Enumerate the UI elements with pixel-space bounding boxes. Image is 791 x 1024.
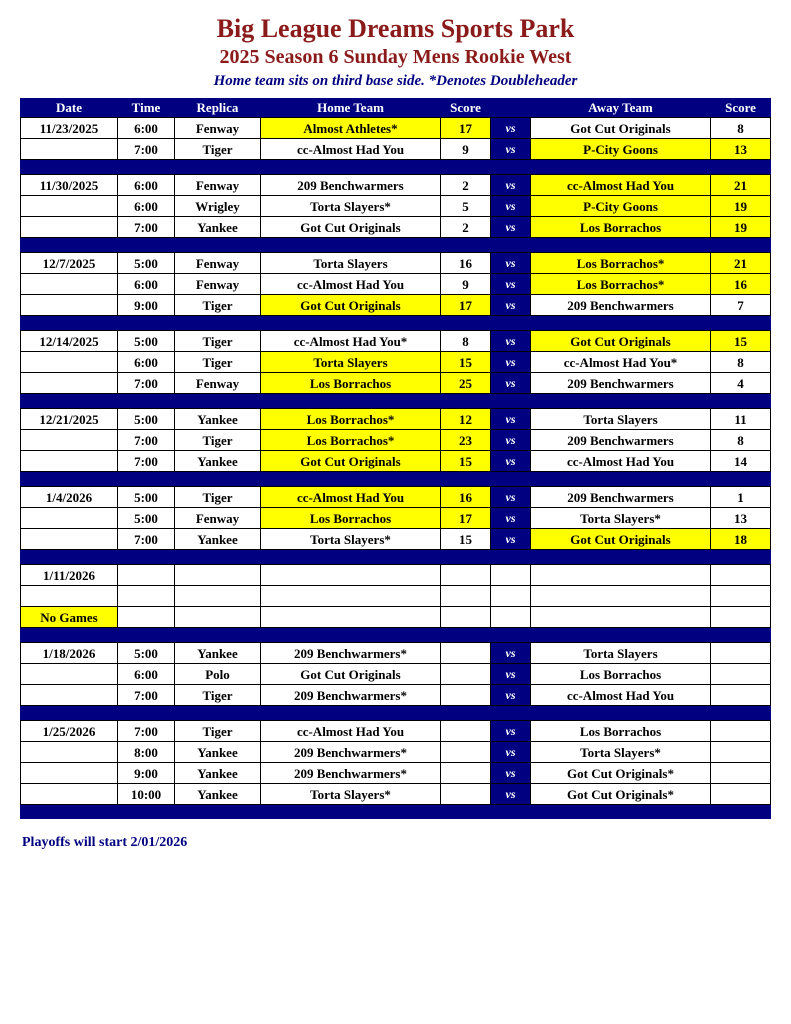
column-header: Score bbox=[711, 98, 771, 118]
time-cell: 6:00 bbox=[118, 664, 175, 685]
page-subtitle: 2025 Season 6 Sunday Mens Rookie West bbox=[219, 45, 572, 68]
date-cell bbox=[21, 430, 118, 451]
away-score-cell: 16 bbox=[711, 274, 771, 295]
home-team-cell: Got Cut Originals bbox=[261, 451, 441, 472]
home-team-cell: Los Borrachos bbox=[261, 373, 441, 394]
time-cell: 7:00 bbox=[118, 451, 175, 472]
spacer-row bbox=[21, 394, 771, 409]
vs-cell: vs bbox=[491, 784, 531, 805]
date-cell bbox=[21, 295, 118, 316]
schedule-row bbox=[21, 331, 771, 352]
home-score-cell bbox=[441, 784, 491, 805]
away-score-cell: 8 bbox=[711, 430, 771, 451]
date-cell: 11/23/2025 bbox=[21, 118, 118, 139]
home-score-cell bbox=[441, 685, 491, 706]
away-team-cell: Los Borrachos* bbox=[531, 253, 711, 274]
home-score-cell: 23 bbox=[441, 430, 491, 451]
home-score-cell: 2 bbox=[441, 217, 491, 238]
replica-cell: Yankee bbox=[175, 451, 261, 472]
spacer-cell bbox=[21, 238, 771, 253]
home-team-cell: 209 Benchwarmers* bbox=[261, 763, 441, 784]
date-cell: 1/4/2026 bbox=[21, 487, 118, 508]
home-team-cell: Got Cut Originals bbox=[261, 295, 441, 316]
time-cell: 7:00 bbox=[118, 430, 175, 451]
schedule-row bbox=[21, 508, 771, 529]
vs-cell: vs bbox=[491, 196, 531, 217]
away-score-cell bbox=[711, 586, 771, 607]
home-score-cell bbox=[441, 586, 491, 607]
away-team-cell: P-City Goons bbox=[531, 139, 711, 160]
date-cell bbox=[21, 139, 118, 160]
time-cell: 5:00 bbox=[118, 253, 175, 274]
away-team-cell: Los Borrachos bbox=[531, 664, 711, 685]
home-team-cell: Got Cut Originals bbox=[261, 217, 441, 238]
replica-cell: Tiger bbox=[175, 331, 261, 352]
home-team-cell: Torta Slayers bbox=[261, 352, 441, 373]
away-score-cell bbox=[711, 721, 771, 742]
date-cell: 1/25/2026 bbox=[21, 721, 118, 742]
spacer-row bbox=[21, 160, 771, 175]
away-score-cell: 19 bbox=[711, 217, 771, 238]
replica-cell: Yankee bbox=[175, 763, 261, 784]
away-team-cell: P-City Goons bbox=[531, 196, 711, 217]
schedule-row bbox=[21, 373, 771, 394]
away-team-cell: Got Cut Originals* bbox=[531, 763, 711, 784]
time-cell bbox=[118, 565, 175, 586]
date-cell bbox=[21, 784, 118, 805]
away-team-cell: 209 Benchwarmers bbox=[531, 373, 711, 394]
schedule-row bbox=[21, 409, 771, 430]
time-cell: 6:00 bbox=[118, 118, 175, 139]
time-cell: 5:00 bbox=[118, 508, 175, 529]
away-score-cell: 11 bbox=[711, 409, 771, 430]
time-cell: 5:00 bbox=[118, 331, 175, 352]
time-cell: 8:00 bbox=[118, 742, 175, 763]
time-cell: 7:00 bbox=[118, 721, 175, 742]
away-team-cell: Torta Slayers bbox=[531, 409, 711, 430]
spacer-cell bbox=[21, 805, 771, 820]
replica-cell: Yankee bbox=[175, 643, 261, 664]
away-team-cell bbox=[531, 586, 711, 607]
home-team-cell: cc-Almost Had You bbox=[261, 274, 441, 295]
away-score-cell: 15 bbox=[711, 331, 771, 352]
time-cell: 7:00 bbox=[118, 373, 175, 394]
replica-cell: Fenway bbox=[175, 175, 261, 196]
vs-cell: vs bbox=[491, 253, 531, 274]
replica-cell: Wrigley bbox=[175, 196, 261, 217]
away-score-cell bbox=[711, 664, 771, 685]
home-team-cell: Torta Slayers* bbox=[261, 529, 441, 550]
replica-cell: Fenway bbox=[175, 508, 261, 529]
schedule-row bbox=[21, 430, 771, 451]
spacer-cell bbox=[21, 316, 771, 331]
away-score-cell bbox=[711, 763, 771, 784]
time-cell: 6:00 bbox=[118, 196, 175, 217]
vs-cell: vs bbox=[491, 508, 531, 529]
home-score-cell bbox=[441, 742, 491, 763]
column-header: Date bbox=[21, 98, 118, 118]
schedule-row bbox=[21, 175, 771, 196]
header-row bbox=[21, 98, 771, 118]
vs-cell: vs bbox=[491, 331, 531, 352]
schedule-row bbox=[21, 118, 771, 139]
home-score-cell: 5 bbox=[441, 196, 491, 217]
home-team-cell: Torta Slayers* bbox=[261, 196, 441, 217]
time-cell: 9:00 bbox=[118, 763, 175, 784]
spacer-cell bbox=[21, 706, 771, 721]
schedule-row bbox=[21, 196, 771, 217]
date-cell bbox=[21, 274, 118, 295]
home-score-cell: 17 bbox=[441, 118, 491, 139]
page-title: Big League Dreams Sports Park bbox=[216, 14, 575, 43]
away-team-cell: 209 Benchwarmers bbox=[531, 295, 711, 316]
away-score-cell: 8 bbox=[711, 352, 771, 373]
time-cell: 7:00 bbox=[118, 217, 175, 238]
away-team-cell: Got Cut Originals bbox=[531, 529, 711, 550]
away-score-cell bbox=[711, 565, 771, 586]
date-cell bbox=[21, 529, 118, 550]
replica-cell: Tiger bbox=[175, 295, 261, 316]
away-team-cell: 209 Benchwarmers bbox=[531, 430, 711, 451]
date-cell bbox=[21, 352, 118, 373]
schedule-row bbox=[21, 217, 771, 238]
away-score-cell: 13 bbox=[711, 508, 771, 529]
time-cell bbox=[118, 586, 175, 607]
home-team-cell: Torta Slayers bbox=[261, 253, 441, 274]
schedule-row bbox=[21, 253, 771, 274]
vs-cell bbox=[491, 565, 531, 586]
home-team-cell: cc-Almost Had You bbox=[261, 721, 441, 742]
home-score-cell bbox=[441, 721, 491, 742]
home-team-cell: Got Cut Originals bbox=[261, 664, 441, 685]
home-score-cell bbox=[441, 565, 491, 586]
schedule-row bbox=[21, 664, 771, 685]
home-team-cell: cc-Almost Had You* bbox=[261, 331, 441, 352]
vs-cell: vs bbox=[491, 373, 531, 394]
replica-cell: Fenway bbox=[175, 253, 261, 274]
schedule-row bbox=[21, 763, 771, 784]
replica-cell: Polo bbox=[175, 664, 261, 685]
spacer-row bbox=[21, 628, 771, 643]
date-cell bbox=[21, 742, 118, 763]
vs-cell: vs bbox=[491, 664, 531, 685]
time-cell: 6:00 bbox=[118, 352, 175, 373]
away-team-cell: Torta Slayers* bbox=[531, 508, 711, 529]
schedule-row bbox=[21, 529, 771, 550]
vs-cell: vs bbox=[491, 352, 531, 373]
vs-cell: vs bbox=[491, 529, 531, 550]
time-cell: 5:00 bbox=[118, 643, 175, 664]
schedule-row bbox=[21, 451, 771, 472]
page-note: Home team sits on third base side. *Denotes Doubleheader bbox=[213, 72, 578, 89]
home-score-cell: 17 bbox=[441, 295, 491, 316]
time-cell: 7:00 bbox=[118, 685, 175, 706]
column-header: Score bbox=[441, 98, 491, 118]
away-team-cell: Los Borrachos bbox=[531, 721, 711, 742]
replica-cell: Tiger bbox=[175, 139, 261, 160]
column-header: Time bbox=[118, 98, 175, 118]
date-cell: 1/11/2026 bbox=[21, 565, 118, 586]
away-score-cell: 19 bbox=[711, 196, 771, 217]
replica-cell: Tiger bbox=[175, 352, 261, 373]
vs-cell: vs bbox=[491, 742, 531, 763]
away-team-cell: Torta Slayers bbox=[531, 643, 711, 664]
date-cell: 1/18/2026 bbox=[21, 643, 118, 664]
date-cell: 12/7/2025 bbox=[21, 253, 118, 274]
date-cell bbox=[21, 664, 118, 685]
vs-cell: vs bbox=[491, 295, 531, 316]
schedule-row bbox=[21, 643, 771, 664]
home-score-cell bbox=[441, 664, 491, 685]
away-team-cell: cc-Almost Had You bbox=[531, 685, 711, 706]
time-cell: 7:00 bbox=[118, 529, 175, 550]
time-cell: 7:00 bbox=[118, 139, 175, 160]
away-score-cell: 1 bbox=[711, 487, 771, 508]
away-team-cell: cc-Almost Had You* bbox=[531, 352, 711, 373]
replica-cell: Yankee bbox=[175, 217, 261, 238]
date-cell: 12/21/2025 bbox=[21, 409, 118, 430]
home-score-cell: 15 bbox=[441, 529, 491, 550]
date-cell bbox=[21, 685, 118, 706]
spacer-cell bbox=[21, 394, 771, 409]
away-team-cell: Got Cut Originals bbox=[531, 331, 711, 352]
away-team-cell: 209 Benchwarmers bbox=[531, 487, 711, 508]
home-team-cell: cc-Almost Had You bbox=[261, 487, 441, 508]
schedule-row bbox=[21, 352, 771, 373]
vs-cell: vs bbox=[491, 274, 531, 295]
away-score-cell: 14 bbox=[711, 451, 771, 472]
time-cell: 10:00 bbox=[118, 784, 175, 805]
home-team-cell: 209 Benchwarmers* bbox=[261, 643, 441, 664]
replica-cell: Fenway bbox=[175, 118, 261, 139]
spacer-row bbox=[21, 805, 771, 820]
home-score-cell: 15 bbox=[441, 451, 491, 472]
schedule-row bbox=[21, 586, 771, 607]
home-team-cell: 209 Benchwarmers* bbox=[261, 742, 441, 763]
home-score-cell: 17 bbox=[441, 508, 491, 529]
away-score-cell bbox=[711, 784, 771, 805]
date-cell bbox=[21, 763, 118, 784]
spacer-cell bbox=[21, 628, 771, 643]
vs-cell: vs bbox=[491, 487, 531, 508]
schedule-row bbox=[21, 784, 771, 805]
away-score-cell: 8 bbox=[711, 118, 771, 139]
time-cell: 9:00 bbox=[118, 295, 175, 316]
away-score-cell bbox=[711, 643, 771, 664]
spacer-row bbox=[21, 472, 771, 487]
away-score-cell: 21 bbox=[711, 175, 771, 196]
vs-cell: vs bbox=[491, 409, 531, 430]
spacer-cell bbox=[21, 550, 771, 565]
home-team-cell: Los Borrachos* bbox=[261, 430, 441, 451]
replica-cell: Tiger bbox=[175, 685, 261, 706]
replica-cell: Tiger bbox=[175, 430, 261, 451]
time-cell: 6:00 bbox=[118, 274, 175, 295]
date-cell bbox=[21, 586, 118, 607]
home-team-cell: Los Borrachos* bbox=[261, 409, 441, 430]
column-header: Home Team bbox=[261, 98, 441, 118]
away-score-cell bbox=[711, 607, 771, 628]
vs-cell: vs bbox=[491, 430, 531, 451]
time-cell: 5:00 bbox=[118, 487, 175, 508]
date-cell bbox=[21, 196, 118, 217]
vs-cell: vs bbox=[491, 451, 531, 472]
home-score-cell bbox=[441, 607, 491, 628]
replica-cell bbox=[175, 565, 261, 586]
home-team-cell: Los Borrachos bbox=[261, 508, 441, 529]
date-cell bbox=[21, 508, 118, 529]
schedule-row bbox=[21, 295, 771, 316]
schedule-row bbox=[21, 139, 771, 160]
schedule-body bbox=[21, 118, 771, 820]
away-score-cell: 7 bbox=[711, 295, 771, 316]
home-score-cell bbox=[441, 643, 491, 664]
home-team-cell: Almost Athletes* bbox=[261, 118, 441, 139]
away-score-cell: 13 bbox=[711, 139, 771, 160]
time-cell: 5:00 bbox=[118, 409, 175, 430]
replica-cell: Tiger bbox=[175, 721, 261, 742]
home-score-cell: 9 bbox=[441, 139, 491, 160]
date-cell: 11/30/2025 bbox=[21, 175, 118, 196]
replica-cell: Fenway bbox=[175, 373, 261, 394]
spacer-cell bbox=[21, 160, 771, 175]
time-cell: 6:00 bbox=[118, 175, 175, 196]
home-score-cell: 12 bbox=[441, 409, 491, 430]
away-score-cell: 21 bbox=[711, 253, 771, 274]
schedule-row bbox=[21, 685, 771, 706]
schedule-row bbox=[21, 742, 771, 763]
schedule-row bbox=[21, 607, 771, 628]
home-team-cell: Torta Slayers* bbox=[261, 784, 441, 805]
spacer-row bbox=[21, 316, 771, 331]
date-cell bbox=[21, 373, 118, 394]
replica-cell bbox=[175, 586, 261, 607]
schedule-row bbox=[21, 565, 771, 586]
home-score-cell: 16 bbox=[441, 253, 491, 274]
column-header: Away Team bbox=[531, 98, 711, 118]
column-header: Replica bbox=[175, 98, 261, 118]
vs-cell: vs bbox=[491, 685, 531, 706]
home-score-cell: 15 bbox=[441, 352, 491, 373]
replica-cell: Fenway bbox=[175, 274, 261, 295]
vs-cell: vs bbox=[491, 763, 531, 784]
away-team-cell bbox=[531, 607, 711, 628]
spacer-row bbox=[21, 550, 771, 565]
away-team-cell: Los Borrachos bbox=[531, 217, 711, 238]
vs-cell: vs bbox=[491, 721, 531, 742]
away-team-cell: Torta Slayers* bbox=[531, 742, 711, 763]
spacer-cell bbox=[21, 472, 771, 487]
spacer-row bbox=[21, 706, 771, 721]
date-cell: 12/14/2025 bbox=[21, 331, 118, 352]
away-team-cell: Got Cut Originals* bbox=[531, 784, 711, 805]
replica-cell: Yankee bbox=[175, 742, 261, 763]
date-cell bbox=[21, 451, 118, 472]
home-score-cell: 2 bbox=[441, 175, 491, 196]
vs-cell: vs bbox=[491, 139, 531, 160]
home-score-cell: 16 bbox=[441, 487, 491, 508]
away-team-cell: Got Cut Originals bbox=[531, 118, 711, 139]
replica-cell: Yankee bbox=[175, 529, 261, 550]
schedule-row bbox=[21, 274, 771, 295]
vs-cell bbox=[491, 586, 531, 607]
vs-cell: vs bbox=[491, 175, 531, 196]
away-score-cell: 18 bbox=[711, 529, 771, 550]
vs-cell: vs bbox=[491, 118, 531, 139]
away-team-cell bbox=[531, 565, 711, 586]
schedule-table bbox=[20, 98, 771, 819]
away-team-cell: Los Borrachos* bbox=[531, 274, 711, 295]
away-team-cell: cc-Almost Had You bbox=[531, 175, 711, 196]
replica-cell: Yankee bbox=[175, 409, 261, 430]
schedule-row bbox=[21, 487, 771, 508]
spacer-row bbox=[21, 238, 771, 253]
home-score-cell: 25 bbox=[441, 373, 491, 394]
home-team-cell bbox=[261, 607, 441, 628]
home-team-cell: 209 Benchwarmers bbox=[261, 175, 441, 196]
schedule-row bbox=[21, 721, 771, 742]
away-score-cell bbox=[711, 685, 771, 706]
replica-cell: Tiger bbox=[175, 487, 261, 508]
vs-cell: vs bbox=[491, 643, 531, 664]
away-score-cell: 4 bbox=[711, 373, 771, 394]
time-cell bbox=[118, 607, 175, 628]
home-team-cell bbox=[261, 565, 441, 586]
home-team-cell: cc-Almost Had You bbox=[261, 139, 441, 160]
footer-note: Playoffs will start 2/01/2026 bbox=[22, 835, 188, 851]
vs-cell: vs bbox=[491, 217, 531, 238]
away-score-cell bbox=[711, 742, 771, 763]
home-team-cell: 209 Benchwarmers* bbox=[261, 685, 441, 706]
vs-cell bbox=[491, 607, 531, 628]
away-team-cell: cc-Almost Had You bbox=[531, 451, 711, 472]
home-score-cell: 9 bbox=[441, 274, 491, 295]
home-score-cell: 8 bbox=[441, 331, 491, 352]
home-score-cell bbox=[441, 763, 491, 784]
replica-cell bbox=[175, 607, 261, 628]
home-team-cell bbox=[261, 586, 441, 607]
replica-cell: Yankee bbox=[175, 784, 261, 805]
date-cell bbox=[21, 217, 118, 238]
date-cell: No Games bbox=[21, 607, 118, 628]
column-header bbox=[491, 98, 531, 118]
